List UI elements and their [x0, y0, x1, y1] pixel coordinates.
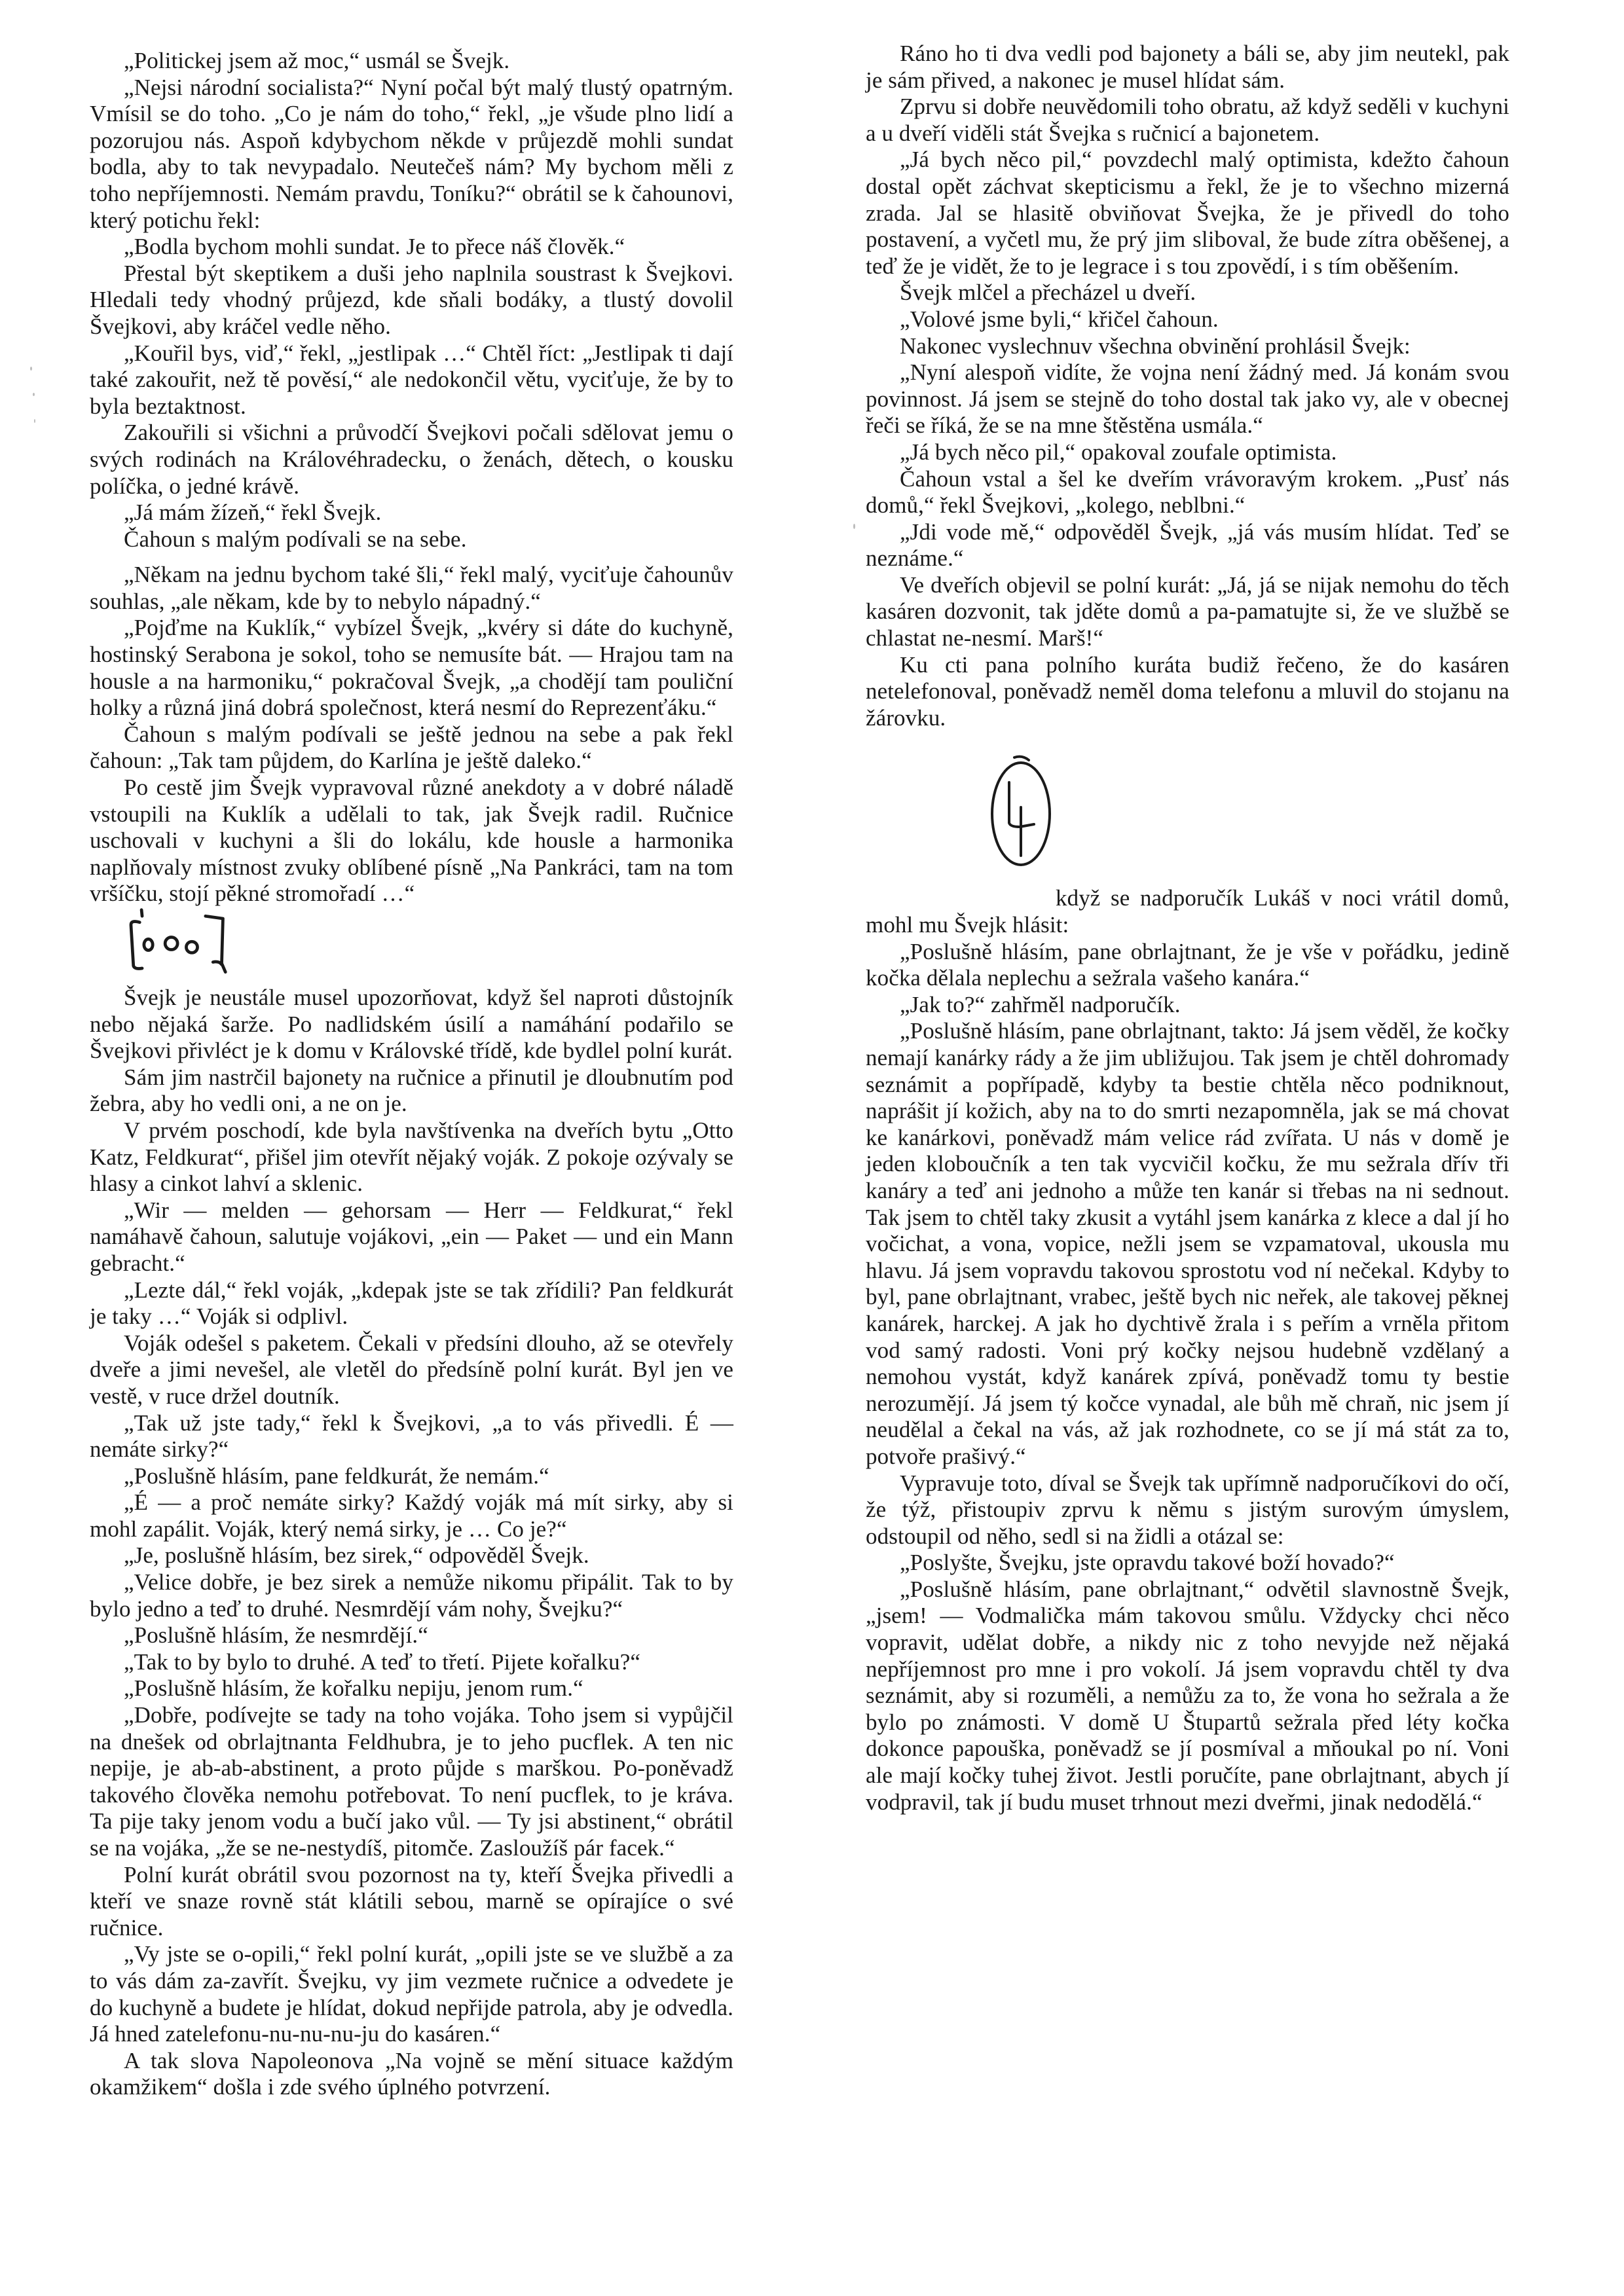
paragraph: „Jak to?“ zahřměl nadporučík.: [900, 991, 1181, 1017]
paragraph: „Pojďme na Kuklík,“ vybízel Švejk, „kvéry si dáte do kuchyně, hostinský Serabona je sokol, toho se nemusíte bát. — Hrajou tam na housle a na harmoniku,“ pokračoval Švejk, „a chodějí tam pouliční holky a různá jiná dobrá společnost, která nesmí do Reprezenťáku.“: [90, 615, 733, 721]
paragraph: Polní kurát obrátil svou pozornost na ty, kteří Švejka přivedli a kteří ve snaze rovně stát klátili sebou, marně se opírajíce o své ručnice.: [90, 1861, 733, 1941]
paragraph: Po cestě jim Švejk vypravoval různé anekdoty a v dobré náladě vstoupili na Kuklík a udělali to tak, jak Švejk radil. Ručnice uschovali v kuchyni a šli do lokálu, kde housle a harmonika naplňovaly místnost zvuky oblíbené písně „Na Pankráci, tam na tom vršíčku, stojí pěkné stromořadí …“: [90, 774, 733, 907]
paragraph: „Poslušně hlásím, pane feldkurát, že nemám.“: [124, 1463, 549, 1489]
scan-speck: [33, 393, 35, 396]
paragraph: V prvém poschodí, kde byla navštívenka na dveřích bytu „Otto Katz, Feldkurat“, přišel jim otevřít nějaký voják. Z pokoje ozývaly se hlasy a cinkot lahví a sklenic.: [90, 1117, 733, 1197]
paragraph: A tak slova Napoleonova „Na vojně se mění situace každým okamžikem“ došla i zde svého úplného potvrzení.: [90, 2047, 733, 2100]
paragraph: Čahoun s malým podívali se ještě jednou na sebe a pak řekl čahoun: „Tak tam půjdem, do Karlína je ještě daleko.“: [90, 721, 733, 774]
chapter-mark: [866, 731, 1509, 885]
paragraph: „Wir — melden — gehorsam — Herr — Feldkurat,“ řekl namáhavě čahoun, salutuje vojákovi, „ein — Paket — und ein Mann gebracht.“: [90, 1197, 733, 1276]
handwritten-bracket-ellipsis-icon: [90, 907, 733, 981]
paragraph: „Poslyšte, Švejku, jste opravdu takové boží hovado?“: [900, 1550, 1395, 1576]
paragraph: „Lezte dál,“ řekl voják, „kdepak jste se tak zřídili? Pan feldkurát je taky …“ Voják si odplivl.: [90, 1277, 733, 1330]
paragraph: „É — a proč nemáte sirky? Každý voják má mít sirky, aby si mohl zapálit. Voják, který nemá sirky, je … Co je?“: [90, 1489, 733, 1542]
paragraph: „Já bych něco pil,“ povzdechl malý optimista, kdežto čahoun dostal opět záchvat skepticismu a řekl, že je to všechno mizerná zrada. Jal se hlasitě obviňovat Švejka, že je přivedl do toho postavení, a vyčetl mu, že prý jim sliboval, že bude zítra oběšenej, a teď že je vidět, že to je legrace i s tou zpovědí, i s tím oběšením.: [866, 147, 1509, 279]
paragraph: Přestal být skeptikem a duši jeho naplnila soustrast k Švejkovi. Hledali tedy vhodný průjezd, kde sňali bodáky, a tlustý dovolil Švejkovi, aby kráčel vedle něho.: [90, 260, 733, 339]
paragraph: Čahoun s malým podívali se na sebe.: [124, 526, 467, 552]
right-column: [866, 41, 1509, 1815]
paragraph: „Poslušně hlásím, pane obrlajtnant,“ odvětil slavnostně Švejk, „jsem! — Vodmalička mám takovou smůlu. Vždycky chci něco vopravit, udělat dobře, a nikdy nic z toho nevyjde než nějaká nepříjemnost pro mne i pro vokolí. Já jsem vopravdu chtěl ty dva seznámit, aby si rozuměli, a nemůžu za to, že vona ho sežrala a že bylo po známosti. V domě U Štupartů sežrala před léty kočka dokonce papouška, poněvadž se jí posmíval a mňoukal po ní. Voni ale mají kočky tuhej život. Jestli poručíte, pane obrlajtnant, abych jí vodpravil, tak jí budu muset trhnout mezi dveřmi, jinak nedodělá.“: [866, 1576, 1509, 1815]
paragraph: Zprvu si dobře neuvědomili toho obratu, až když seděli v kuchyni a u dveří viděli stát Švejka s ručnicí a bajonetem.: [866, 94, 1509, 146]
scan-speck: [30, 367, 32, 371]
paragraph: Švejk je neustále musel upozorňovat, když šel naproti důstojník nebo nějaká šarže. Po nadlidském úsilí a namáhání podařilo se Švejkovi přivléct je k domu v Královské třídě, kde bydlel polní kurát.: [90, 985, 733, 1064]
paragraph: „Kouřil bys, viď,“ řekl, „jestlipak …“ Chtěl říct: „Jestlipak ti dají také zakouřit, než tě pověsí,“ ale nedokončil větu, vyciťuje, že by to byla beztaktnost.: [90, 340, 733, 419]
paragraph: „Poslušně hlásím, pane obrlajtnant, že je vše v pořádku, jedině kočka dělala neplechu a sežrala vašeho kanára.“: [866, 938, 1509, 991]
paragraph: „Tak už jste tady,“ řekl k Švejkovi, „a to vás přivedli. É — nemáte sirky?“: [90, 1410, 733, 1463]
paragraph: Švejk mlčel a přecházel u dveří.: [900, 280, 1196, 306]
paragraph: když se nadporučík Lukáš v noci vrátil domů, mohl mu Švejk hlásit:: [866, 885, 1509, 938]
handwritten-circled-four-icon: [980, 751, 1065, 869]
paragraph: „Nyní alespoň vidíte, že vojna není žádný med. Já konám svou povinnost. Já jsem se stejně do toho dostal tak jako vy, ale v obecnej řeči se říká, že se na mne štěstěna usmála.“: [866, 359, 1509, 439]
paragraph: Čahoun vstal a šel ke dveřím vrávoravým krokem. „Pusť nás domů,“ řekl Švejkovi, „kolego, neblbni.“: [866, 465, 1509, 519]
paragraph: Vypravuje toto, díval se Švejk tak upřímně nadporučíkovi do očí, že týž, přistoupiv zprvu k němu s jistým surovým úmyslem, odstoupil od něho, sedl si na židli a otázal se:: [866, 1470, 1509, 1549]
paragraph: „Někam na jednu bychom také šli,“ řekl malý, vyciťuje čahounův souhlas, „ale někam, kde by to nebylo nápadný.“: [90, 562, 733, 614]
paragraph: „Já bych něco pil,“ opakoval zoufale optimista.: [900, 439, 1337, 465]
paragraph: „Poslušně hlásím, že kořalku nepiju, jenom rum.“: [124, 1675, 583, 1702]
paragraph: „Politickej jsem až moc,“ usmál se Švejk.: [124, 48, 510, 73]
paragraph: Nakonec vyslechnuv všechna obvinění prohlásil Švejk:: [900, 333, 1411, 359]
paragraph: Zakouřili si všichni a průvodčí Švejkovi počali sdělovat jemu o svých rodinách na Královéhradecku, o ženách, dětech, o kousku políčka, o jedné krávě.: [90, 420, 733, 499]
paragraph: Ve dveřích objevil se polní kurát: „Já, já se nijak nemohu do těch kasáren dozvonit, tak jděte domů a pa-pamatujte si, že ve službě se chlastat ne-nesmí. Marš!“: [866, 572, 1509, 651]
paragraph: „Poslušně hlásím, že nesmrdějí.“: [124, 1622, 428, 1649]
paragraph: Ku cti pana polního kuráta budiž řečeno, že do kasáren netelefonoval, poněvadž neměl doma telefonu a mluvil do stojanu na žárovku.: [866, 651, 1509, 731]
paragraph: „Vy jste se o-opili,“ řekl polní kurát, „opili jste se ve službě a za to vás dám za-zavřít. Švejku, vy jim vezmete ručnice a odvedete je do kuchyně a budete je hlídat, dokud nepřijde patrola, aby je odvedla. Já hned zatelefonu-nu-nu-nu-ju do kasáren.“: [90, 1941, 733, 2047]
paragraph: Voják odešel s paketem. Čekali v předsíni dlouho, až se otevřely dveře a jimi nevešel, ale vletěl do předsíně polní kurát. Byl jen ve vestě, v ruce držel doutník.: [90, 1330, 733, 1409]
paragraph: „Poslušně hlásím, pane obrlajtnant, takto: Já jsem věděl, že kočky nemají kanárky rády a že jim ubližujou. Tak jsem je chtěl dohromady seznámit a popřípadě, kdyby ta bestie chtěla něco podniknout, naprášit jí kožich, aby na to do smrti nezapomněla, jak se má chovat ke kanárkovi, poněvadž mám velice rád zvířata. U nás v domě je jeden kloboučník a ten tak vycvičil kočku, že mu sežrala dřív tři kanáry a teď ani jednoho a může ten kanár si třebas na ni sednout. Tak jsem to chtěl taky zkusit a vytáhl jsem kanárka z klece a dal jí ho vočichat, a vona, vopice, nežli jsem se vzpamatoval, ukousla mu hlavu. Já jsem vopravdu takovou sprostotu vod ní nečekal. Kdyby to byl, pane obrlajtnant, vrabec, ještě bych nic neřek, ale takovej pěknej kanárek, harckej. A jak ho dychtivě žrala i s peřím a vrněla přitom vod samý radosti. Voni prý kočky nejsou hudebně vzdělaný a nemohou vystát, když kanárek zpívá, poněvadž tomu ty bestie nerozumějí. Já jsem tý kočce vynadal, ale bůh mě chraň, nic jsem jí neudělal a čekal na vás, až jak rozhodnete, co se jí má stát za to, potvoře prašivý.“: [866, 1018, 1509, 1469]
paragraph: „Volové jsme byli,“ křičel čahoun.: [900, 306, 1219, 332]
paragraph: „Nejsi národní socialista?“ Nyní počal být malý tlustý opatrným. Vmísil se do toho. „Co je nám do toho,“ řekl, „je všude plno lidí a pozorujou nás. Aspoň kdybychom někde v průjezdě mohli sundat bodla, aby to tak nevypadalo. Neutečeš nám? My bychom měli z toho nepříjemnosti. Nemám pravdu, Toníku?“ obrátil se k čahounovi, který potichu řekl:: [90, 74, 733, 233]
paragraph: Ráno ho ti dva vedli pod bajonety a báli se, aby jim neutekl, pak je sám přived, a nakonec je musel hlídat sám.: [866, 41, 1509, 93]
paragraph: „Bodla bychom mohli sundat. Je to přece náš člověk.“: [124, 234, 625, 260]
paragraph: „Já mám žízeň,“ řekl Švejk.: [124, 500, 382, 526]
paragraph: Sám jim nastrčil bajonety na ručnice a přinutil je dloubnutím pod žebra, aby ho vedli oni, a ne on je.: [90, 1064, 733, 1117]
left-column: [90, 48, 733, 2101]
paragraph: „Jdi vode mě,“ odpověděl Švejk, „já vás musím hlídat. Teď se neznáme.“: [866, 519, 1509, 572]
omission-mark: [90, 907, 733, 985]
paragraph: „Tak to by bylo to druhé. A teď to třetí. Pijete kořalku?“: [124, 1649, 640, 1675]
scan-speck: [853, 524, 855, 529]
scan-speck: [34, 419, 35, 423]
paragraph: „Je, poslušně hlásím, bez sirek,“ odpověděl Švejk.: [124, 1542, 589, 1569]
paragraph: „Velice dobře, je bez sirek a nemůže nikomu připálit. Tak to by bylo jedno a teď to druhé. Nesmrdějí vám nohy, Švejku?“: [90, 1569, 733, 1622]
paragraph: „Dobře, podívejte se tady na toho vojáka. Toho jsem si vypůjčil na dnešek od obrlajtnanta Feldhubra, je to jeho pucflek. A ten nic nepije, je ab-ab-abstinent, a proto půjde s marškou. Po-poněvadž takového člověka nemohu potřebovat. To není pucflek, to je kráva. Ta pije taky jenom vodu a bučí jako vůl. — Ty jsi abstinent,“ obrátil se na vojáka, „že se ne-nestydíš, pitomče. Zasloužíš pár facek.“: [90, 1702, 733, 1861]
